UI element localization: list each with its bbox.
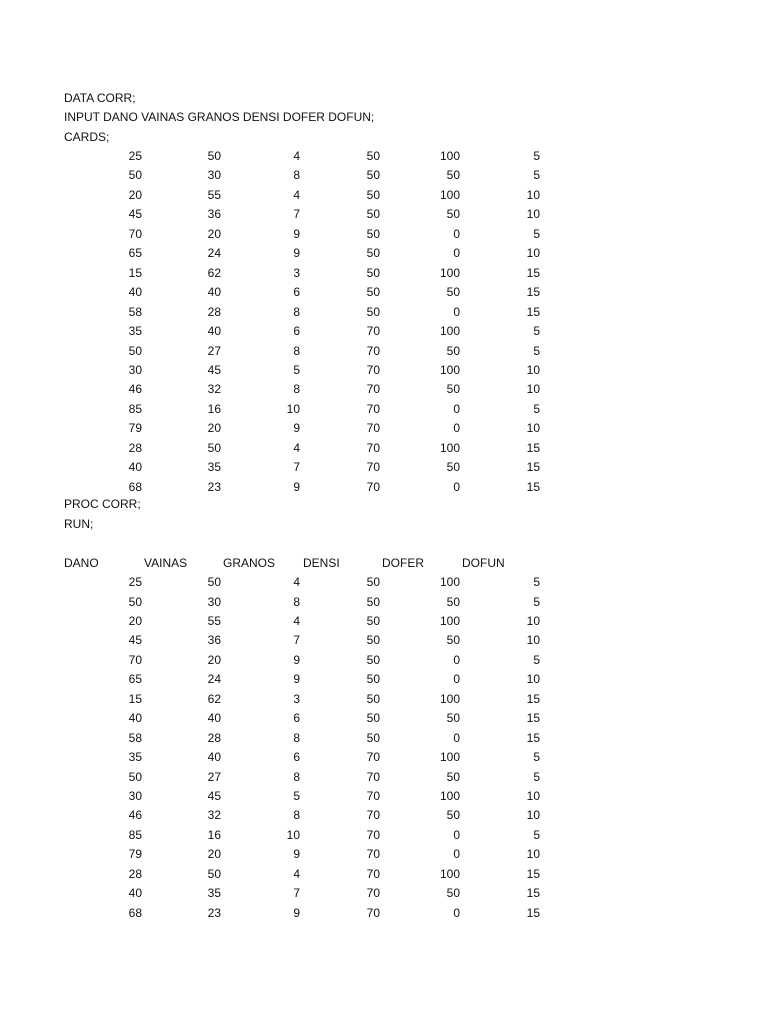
cards-data-row (0, 264, 768, 283)
cards-data-cell: 10 (526, 421, 540, 436)
table-cell: 9 (293, 905, 300, 920)
cards-data-cell: 50 (446, 207, 460, 222)
cards-data-row (0, 439, 768, 458)
table-row (0, 904, 768, 923)
cards-data-row (0, 244, 768, 263)
cards-data-cell: 16 (207, 401, 221, 416)
table-cell: 45 (128, 633, 142, 648)
table-cell: 58 (128, 730, 142, 745)
cards-data-cell: 70 (366, 479, 380, 494)
table-cell: 15 (526, 905, 540, 920)
table-cell: 15 (526, 730, 540, 745)
cards-data-cell: 5 (293, 362, 300, 377)
cards-data-cell: 35 (128, 324, 142, 338)
cards-data-cell: 0 (453, 479, 460, 494)
cards-data-cell: 28 (128, 440, 142, 455)
table-cell: 70 (366, 808, 380, 823)
cards-data-cell: 9 (293, 226, 300, 241)
table-cell: 30 (128, 789, 142, 803)
cards-data-row (0, 147, 768, 166)
table-cell: 0 (453, 905, 460, 920)
cards-data-cell: 50 (446, 168, 460, 183)
table-row (0, 729, 768, 748)
cards-data-row (0, 458, 768, 477)
table-header-row (0, 554, 768, 573)
cards-data-cell: 5 (533, 168, 540, 183)
table-cell: 20 (207, 652, 221, 667)
cards-data-cell: 9 (293, 246, 300, 261)
cards-data-cell: 100 (439, 440, 460, 455)
table-row (0, 865, 768, 884)
table-cell: 50 (366, 652, 380, 667)
table-cell: 70 (366, 866, 380, 881)
cards-data-cell: 6 (293, 285, 300, 300)
cards-data-cell: 7 (293, 207, 300, 222)
cards-data-cell: 36 (207, 207, 221, 222)
table-cell: 65 (128, 672, 142, 687)
table-cell: 8 (293, 594, 300, 609)
cards-data-cell: 8 (293, 168, 300, 183)
table-cell: 70 (366, 789, 380, 803)
table-cell: 70 (366, 905, 380, 920)
table-cell: 15 (526, 711, 540, 726)
table-cell: 0 (453, 847, 460, 862)
cards-data-cell: 24 (207, 246, 221, 261)
cards-data-cell: 50 (366, 246, 380, 261)
table-cell: 8 (293, 808, 300, 823)
cards-data-cell: 40 (207, 285, 221, 300)
cards-data-cell: 50 (207, 149, 221, 163)
cards-data-cell: 9 (293, 421, 300, 436)
cards-data-cell: 65 (128, 246, 142, 261)
table-cell: 9 (293, 672, 300, 687)
cards-data-cell: 50 (446, 460, 460, 475)
cards-data-cell: 45 (207, 362, 221, 377)
column-header-densi: DENSI (303, 556, 340, 570)
table-cell: 50 (128, 594, 142, 609)
cards-data-cell: 35 (207, 460, 221, 475)
cards-data-cell: 100 (439, 362, 460, 377)
table-cell: 6 (293, 711, 300, 726)
table-cell: 5 (533, 769, 540, 784)
cards-data-cell: 50 (128, 343, 142, 358)
table-row (0, 690, 768, 709)
cards-data-cell: 8 (293, 343, 300, 358)
cards-data-cell: 100 (439, 265, 460, 280)
cards-data-cell: 50 (128, 168, 142, 183)
cards-data-cell: 10 (526, 207, 540, 222)
cards-data-cell: 50 (366, 285, 380, 300)
table-cell: 50 (366, 594, 380, 609)
table-cell: 100 (439, 789, 460, 803)
cards-data-cell: 28 (207, 304, 221, 319)
table-cell: 5 (533, 750, 540, 764)
cards-data-cell: 15 (526, 285, 540, 300)
cards-statement: CARDS; (64, 130, 110, 144)
column-header-dofer: DOFER (382, 556, 424, 570)
table-cell: 10 (286, 827, 300, 842)
cards-data-cell: 15 (526, 479, 540, 494)
cards-data-cell: 70 (128, 226, 142, 241)
cards-data-row (0, 186, 768, 205)
cards-data-cell: 15 (526, 460, 540, 475)
cards-data-cell: 20 (128, 187, 142, 202)
cards-data-cell: 32 (207, 382, 221, 397)
cards-data-cell: 5 (533, 343, 540, 358)
table-cell: 50 (366, 711, 380, 726)
table-row (0, 709, 768, 728)
table-cell: 15 (128, 691, 142, 706)
cards-data-cell: 68 (128, 479, 142, 494)
table-cell: 0 (453, 672, 460, 687)
cards-data-cell: 70 (366, 362, 380, 377)
table-cell: 4 (293, 866, 300, 881)
table-cell: 100 (439, 866, 460, 881)
table-cell: 10 (526, 633, 540, 648)
table-cell: 50 (446, 594, 460, 609)
cards-data-cell: 50 (366, 168, 380, 183)
cards-data-cell: 58 (128, 304, 142, 319)
cards-data-cell: 5 (533, 226, 540, 241)
table-row (0, 768, 768, 787)
table-cell: 40 (207, 750, 221, 764)
table-cell: 70 (366, 827, 380, 842)
table-cell: 5 (533, 575, 540, 589)
cards-data-cell: 50 (366, 187, 380, 202)
table-cell: 32 (207, 808, 221, 823)
table-row (0, 806, 768, 825)
table-row (0, 845, 768, 864)
data-statement: DATA CORR; (64, 91, 136, 105)
column-header-dano: DANO (64, 556, 99, 570)
cards-data-cell: 70 (366, 421, 380, 436)
cards-data-cell: 70 (366, 440, 380, 455)
column-header-granos: GRANOS (223, 556, 276, 570)
table-cell: 50 (207, 866, 221, 881)
table-cell: 70 (366, 886, 380, 901)
cards-data-cell: 79 (128, 421, 142, 436)
cards-data-cell: 20 (207, 226, 221, 241)
table-cell: 100 (439, 750, 460, 764)
table-cell: 10 (526, 808, 540, 823)
table-cell: 10 (526, 613, 540, 628)
cards-data-cell: 3 (293, 265, 300, 280)
cards-data-cell: 10 (526, 246, 540, 261)
table-cell: 28 (207, 730, 221, 745)
table-cell: 36 (207, 633, 221, 648)
cards-data-row (0, 225, 768, 244)
table-cell: 50 (128, 769, 142, 784)
cards-data-cell: 40 (207, 324, 221, 338)
table-cell: 85 (128, 827, 142, 842)
table-cell: 27 (207, 769, 221, 784)
table-cell: 28 (128, 866, 142, 881)
cards-data-cell: 55 (207, 187, 221, 202)
input-statement: INPUT DANO VAINAS GRANOS DENSI DOFER DOFUN; (64, 110, 375, 124)
table-cell: 70 (366, 847, 380, 862)
cards-data-cell: 50 (207, 440, 221, 455)
cards-data-cell: 100 (439, 149, 460, 163)
cards-data-cell: 15 (526, 304, 540, 319)
table-cell: 9 (293, 847, 300, 862)
table-cell: 0 (453, 730, 460, 745)
cards-data-cell: 5 (533, 401, 540, 416)
column-header-vainas: VAINAS (144, 556, 188, 570)
table-cell: 15 (526, 886, 540, 901)
table-row (0, 748, 768, 767)
cards-data-cell: 5 (533, 149, 540, 163)
cards-data-cell: 8 (293, 382, 300, 397)
cards-data-cell: 15 (526, 265, 540, 280)
table-row (0, 787, 768, 806)
table-cell: 68 (128, 905, 142, 920)
cards-data-row (0, 380, 768, 399)
cards-data-cell: 6 (293, 324, 300, 338)
cards-data-row (0, 166, 768, 185)
proc-corr-statement: PROC CORR; (64, 497, 141, 511)
cards-data-cell: 70 (366, 343, 380, 358)
table-row (0, 631, 768, 650)
cards-data-cell: 25 (128, 149, 142, 163)
cards-data-cell: 10 (526, 362, 540, 377)
cards-data-cell: 9 (293, 479, 300, 494)
table-cell: 62 (207, 691, 221, 706)
cards-data-cell: 0 (453, 246, 460, 261)
cards-data-cell: 20 (207, 421, 221, 436)
cards-data-cell: 30 (128, 362, 142, 377)
cards-data-cell: 100 (439, 187, 460, 202)
table-cell: 10 (526, 789, 540, 803)
table-cell: 50 (446, 769, 460, 784)
table-cell: 40 (128, 711, 142, 726)
cards-data-cell: 15 (526, 440, 540, 455)
cards-data-row (0, 283, 768, 302)
table-cell: 7 (293, 633, 300, 648)
table-cell: 50 (366, 730, 380, 745)
cards-data-cell: 4 (293, 440, 300, 455)
table-cell: 4 (293, 575, 300, 589)
table-cell: 0 (453, 827, 460, 842)
cards-data-cell: 100 (439, 324, 460, 338)
table-cell: 20 (207, 847, 221, 862)
cards-data-row (0, 303, 768, 322)
cards-data-cell: 50 (366, 149, 380, 163)
table-row (0, 612, 768, 631)
cards-data-cell: 45 (128, 207, 142, 222)
table-cell: 5 (533, 594, 540, 609)
cards-data-cell: 70 (366, 382, 380, 397)
table-cell: 25 (128, 575, 142, 589)
table-cell: 50 (446, 886, 460, 901)
cards-data-cell: 70 (366, 460, 380, 475)
table-cell: 3 (293, 691, 300, 706)
table-cell: 16 (207, 827, 221, 842)
cards-data-row (0, 342, 768, 361)
cards-data-cell: 62 (207, 265, 221, 280)
table-cell: 70 (366, 769, 380, 784)
cards-data-cell: 40 (128, 460, 142, 475)
table-cell: 100 (439, 613, 460, 628)
table-cell: 40 (128, 886, 142, 901)
table-row (0, 670, 768, 689)
table-cell: 50 (207, 575, 221, 589)
table-row (0, 826, 768, 845)
cards-data-cell: 7 (293, 460, 300, 475)
cards-data-cell: 0 (453, 226, 460, 241)
table-cell: 70 (366, 750, 380, 764)
table-cell: 9 (293, 652, 300, 667)
cards-data-cell: 30 (207, 168, 221, 183)
table-cell: 4 (293, 613, 300, 628)
cards-data-cell: 50 (366, 207, 380, 222)
table-row (0, 593, 768, 612)
table-cell: 0 (453, 652, 460, 667)
cards-data-cell: 8 (293, 304, 300, 319)
table-cell: 50 (366, 691, 380, 706)
cards-data-cell: 4 (293, 187, 300, 202)
table-cell: 10 (526, 672, 540, 687)
cards-data-cell: 5 (533, 324, 540, 338)
cards-data-row (0, 419, 768, 438)
table-row (0, 651, 768, 670)
cards-data-cell: 46 (128, 382, 142, 397)
table-cell: 23 (207, 905, 221, 920)
cards-data-row (0, 361, 768, 380)
cards-data-cell: 10 (526, 187, 540, 202)
table-cell: 50 (366, 613, 380, 628)
cards-data-row (0, 205, 768, 224)
cards-data-cell: 0 (453, 421, 460, 436)
table-cell: 10 (526, 847, 540, 862)
table-cell: 35 (128, 750, 142, 764)
cards-data-cell: 50 (446, 343, 460, 358)
cards-data-cell: 50 (366, 304, 380, 319)
cards-data-cell: 0 (453, 401, 460, 416)
table-cell: 24 (207, 672, 221, 687)
table-cell: 5 (293, 789, 300, 803)
cards-data-row (0, 400, 768, 419)
table-cell: 15 (526, 866, 540, 881)
cards-data-cell: 50 (446, 285, 460, 300)
table-cell: 50 (366, 575, 380, 589)
table-cell: 40 (207, 711, 221, 726)
cards-data-cell: 10 (526, 382, 540, 397)
cards-data-row (0, 322, 768, 341)
table-cell: 46 (128, 808, 142, 823)
cards-data-cell: 50 (366, 265, 380, 280)
table-cell: 50 (446, 633, 460, 648)
cards-data-cell: 50 (366, 226, 380, 241)
table-cell: 7 (293, 886, 300, 901)
cards-data-cell: 85 (128, 401, 142, 416)
cards-data-cell: 50 (446, 382, 460, 397)
table-cell: 79 (128, 847, 142, 862)
table-cell: 45 (207, 789, 221, 803)
cards-data-cell: 23 (207, 479, 221, 494)
table-cell: 50 (446, 808, 460, 823)
table-cell: 55 (207, 613, 221, 628)
column-header-dofun: DOFUN (462, 556, 505, 570)
table-cell: 5 (533, 827, 540, 842)
table-cell: 5 (533, 652, 540, 667)
cards-data-cell: 40 (128, 285, 142, 300)
table-cell: 15 (526, 691, 540, 706)
cards-data-cell: 70 (366, 401, 380, 416)
cards-data-cell: 4 (293, 149, 300, 163)
cards-data-row (0, 478, 768, 497)
table-cell: 8 (293, 769, 300, 784)
cards-data-cell: 27 (207, 343, 221, 358)
run-statement: RUN; (64, 517, 94, 531)
table-cell: 100 (439, 691, 460, 706)
table-cell: 100 (439, 575, 460, 589)
table-cell: 30 (207, 594, 221, 609)
table-row (0, 573, 768, 592)
table-cell: 50 (446, 711, 460, 726)
table-cell: 20 (128, 613, 142, 628)
cards-data-cell: 0 (453, 304, 460, 319)
table-cell: 6 (293, 750, 300, 764)
cards-data-cell: 15 (128, 265, 142, 280)
table-cell: 8 (293, 730, 300, 745)
table-row (0, 884, 768, 903)
table-cell: 35 (207, 886, 221, 901)
table-cell: 50 (366, 633, 380, 648)
cards-data-cell: 10 (286, 401, 300, 416)
table-cell: 70 (128, 652, 142, 667)
table-cell: 50 (366, 672, 380, 687)
cards-data-cell: 70 (366, 324, 380, 338)
